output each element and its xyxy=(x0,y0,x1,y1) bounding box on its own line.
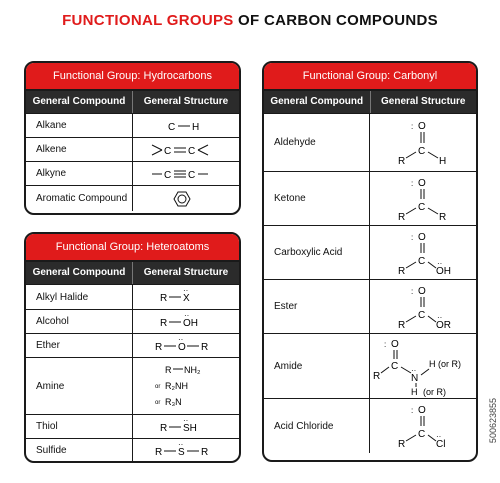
svg-text:C: C xyxy=(187,169,195,181)
svg-text:OR: OR xyxy=(436,319,451,331)
acid-chloride-structure xyxy=(370,399,476,453)
carboxylic-acid-structure-drawing xyxy=(378,228,468,278)
svg-text::: : xyxy=(411,121,414,131)
ether-structure xyxy=(133,334,240,357)
carbonyl-card xyxy=(262,61,478,462)
svg-text:NH₂: NH₂ xyxy=(183,365,201,375)
table-row xyxy=(26,113,239,137)
row-name: Amide xyxy=(264,334,370,398)
svg-text:C: C xyxy=(163,169,171,181)
alkene-structure xyxy=(133,138,240,161)
table-row xyxy=(264,171,476,225)
svg-text::: : xyxy=(411,232,414,242)
row-name: Alkene xyxy=(26,138,133,161)
svg-text::: : xyxy=(384,340,387,349)
svg-text:C: C xyxy=(167,121,175,133)
svg-text:H: H xyxy=(191,121,199,133)
thiol-structure xyxy=(133,415,240,438)
svg-text:R: R xyxy=(159,293,167,304)
heteroatoms-header: Functional Group: Heteroatoms xyxy=(26,234,239,262)
column-general-structure: General Structure xyxy=(143,96,229,107)
svg-text:SH: SH xyxy=(182,422,197,434)
alkyl-halide-structure xyxy=(133,285,240,309)
sulfide-structure-drawing xyxy=(151,441,221,461)
title-rest: OF CARBON COMPOUNDS xyxy=(238,12,438,29)
svg-text:··: ·· xyxy=(182,287,189,295)
row-name: Aldehyde xyxy=(264,114,370,171)
table-row xyxy=(26,438,239,462)
svg-text:O: O xyxy=(418,231,426,243)
table-row xyxy=(264,279,476,333)
row-name: Ester xyxy=(264,280,370,333)
carbonyl-header: Functional Group: Carbonyl xyxy=(264,63,476,91)
svg-text:H (or R): H (or R) xyxy=(429,359,461,369)
svg-text:C: C xyxy=(418,201,426,213)
column-general-compound: General Compound xyxy=(26,262,133,284)
page-title xyxy=(0,12,500,29)
aldehyde-structure xyxy=(370,114,476,171)
svg-text:OH: OH xyxy=(436,265,451,277)
svg-text:··: ·· xyxy=(437,312,443,322)
svg-text:··: ·· xyxy=(182,416,189,425)
svg-text:R: R xyxy=(154,446,162,458)
table-row xyxy=(264,398,476,453)
svg-text:O: O xyxy=(418,405,426,416)
row-name: Aromatic Compound xyxy=(26,186,133,211)
stock-watermark-id: 500623855 xyxy=(488,397,498,443)
ketone-structure xyxy=(370,172,476,225)
svg-text:R₂NH: R₂NH xyxy=(164,381,188,391)
svg-text:O: O xyxy=(391,339,399,350)
amide-structure-drawing xyxy=(371,335,475,397)
title-highlight: FUNCTIONAL GROUPS xyxy=(62,12,234,29)
svg-text:O: O xyxy=(418,285,426,297)
carboxylic-acid-structure xyxy=(370,226,476,279)
svg-text::: : xyxy=(411,406,414,415)
hydrocarbons-header: Functional Group: Hydrocarbons xyxy=(26,63,239,91)
table-row xyxy=(26,309,239,333)
svg-text:or: or xyxy=(154,384,161,390)
svg-text:··: ·· xyxy=(177,335,184,344)
alkane-structure-drawing xyxy=(156,117,216,135)
table-row xyxy=(26,333,239,357)
svg-text:R: R xyxy=(200,446,208,458)
svg-text:or: or xyxy=(154,400,161,406)
ester-structure xyxy=(370,280,476,333)
svg-text:H: H xyxy=(439,155,447,167)
table-row xyxy=(264,113,476,171)
row-name: Ether xyxy=(26,334,133,357)
row-name: Sulfide xyxy=(26,439,133,462)
hydrocarbons-card xyxy=(24,61,241,215)
svg-text:C: C xyxy=(418,255,426,267)
heteroatoms-column-headers xyxy=(26,262,239,284)
svg-text:N: N xyxy=(411,373,419,384)
row-name: Amine xyxy=(26,358,133,414)
svg-text:R: R xyxy=(154,341,162,353)
svg-text:C: C xyxy=(418,429,426,440)
table-row xyxy=(264,225,476,279)
table-row xyxy=(264,333,476,398)
svg-text:(or R): (or R) xyxy=(423,387,446,397)
row-name: Alkyne xyxy=(26,162,133,185)
svg-text:S: S xyxy=(177,446,185,458)
carbonyl-column-headers xyxy=(264,91,476,113)
alkyne-structure xyxy=(133,162,240,185)
svg-text:··: ·· xyxy=(436,432,442,441)
svg-text:··: ·· xyxy=(437,258,443,268)
benzene-ring-icon xyxy=(156,188,216,210)
ether-structure-drawing xyxy=(151,336,221,356)
svg-text:C: C xyxy=(418,309,426,321)
thiol-structure-drawing xyxy=(156,417,216,437)
amine-structure-drawing xyxy=(151,359,221,413)
svg-text:··: ·· xyxy=(177,440,184,449)
alkyne-structure-drawing xyxy=(146,165,226,183)
amine-structure xyxy=(133,358,240,414)
alcohol-structure xyxy=(133,310,240,333)
svg-text:H: H xyxy=(411,387,418,397)
svg-text:R: R xyxy=(164,365,172,375)
acid-chloride-structure-drawing xyxy=(378,401,468,451)
svg-text:C: C xyxy=(391,361,399,372)
svg-text:C: C xyxy=(163,145,171,157)
svg-text:R: R xyxy=(159,317,167,329)
table-row xyxy=(26,414,239,438)
ester-structure-drawing xyxy=(378,282,468,332)
table-row xyxy=(26,161,239,185)
table-row xyxy=(26,357,239,414)
aldehyde-structure-drawing xyxy=(378,116,468,170)
aromatic-structure xyxy=(133,186,240,211)
alkane-structure xyxy=(133,114,240,137)
row-name: Ketone xyxy=(264,172,370,225)
svg-text:R₃N: R₃N xyxy=(164,397,182,407)
svg-text:R: R xyxy=(398,211,406,223)
row-name: Acid Chloride xyxy=(264,399,370,453)
svg-text:R: R xyxy=(439,211,447,223)
svg-text::: : xyxy=(411,178,414,188)
alkene-structure-drawing xyxy=(146,140,226,160)
svg-text:R: R xyxy=(398,439,406,450)
row-name: Thiol xyxy=(26,415,133,438)
row-name: Alcohol xyxy=(26,310,133,333)
column-general-compound: General Compound xyxy=(26,91,133,113)
amide-structure xyxy=(370,334,476,398)
alcohol-structure-drawing xyxy=(156,312,216,332)
column-general-structure: General Structure xyxy=(143,267,229,278)
svg-text:R: R xyxy=(398,155,406,167)
column-general-compound: General Compound xyxy=(264,91,371,113)
ketone-structure-drawing xyxy=(378,174,468,224)
heteroatoms-card xyxy=(24,232,241,463)
svg-text:O: O xyxy=(177,341,186,353)
svg-text:R: R xyxy=(373,371,381,382)
svg-text:··: ·· xyxy=(411,366,417,375)
table-row xyxy=(26,185,239,211)
svg-text:C: C xyxy=(418,145,426,157)
table-row xyxy=(26,137,239,161)
alkyl-halide-structure-drawing xyxy=(156,287,216,307)
row-name: Alkyl Halide xyxy=(26,285,133,309)
row-name: Carboxylic Acid xyxy=(264,226,370,279)
svg-text:R: R xyxy=(398,319,406,331)
svg-text:O: O xyxy=(418,120,426,132)
table-row xyxy=(26,284,239,309)
sulfide-structure xyxy=(133,439,240,462)
svg-text::: : xyxy=(411,286,414,296)
svg-text:R: R xyxy=(200,341,208,353)
svg-text:OH: OH xyxy=(182,317,198,329)
row-name: Alkane xyxy=(26,114,133,137)
svg-text:C: C xyxy=(187,145,195,157)
svg-text:Cl: Cl xyxy=(436,439,446,450)
svg-text:R: R xyxy=(159,422,167,434)
svg-text:R: R xyxy=(398,265,406,277)
svg-text:O: O xyxy=(418,177,426,189)
column-general-structure: General Structure xyxy=(381,96,466,107)
hydrocarbons-column-headers xyxy=(26,91,239,113)
svg-text:··: ·· xyxy=(183,311,190,320)
svg-text:X: X xyxy=(182,293,190,304)
